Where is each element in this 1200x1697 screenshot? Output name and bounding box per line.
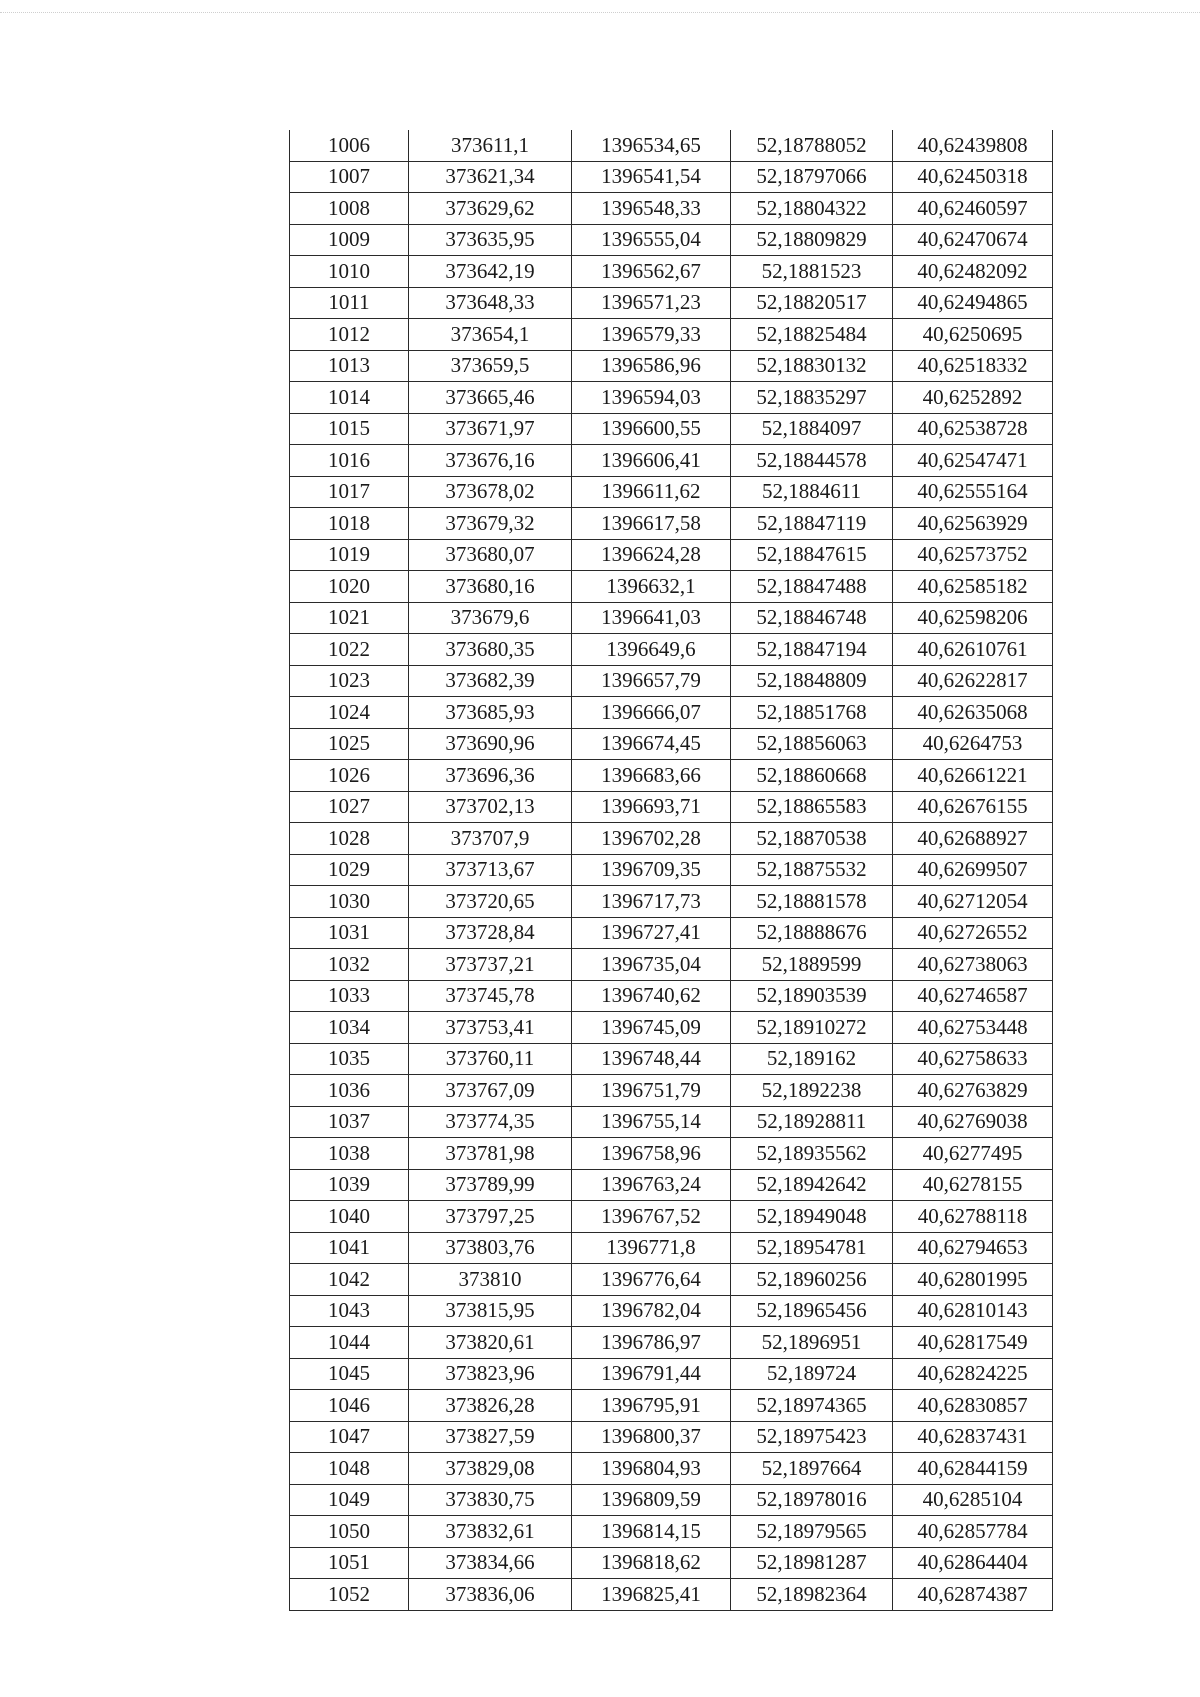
longitude-cell: 40,62518332 — [893, 350, 1053, 382]
table-row — [290, 1579, 1053, 1611]
x-coordinate-cell: 373829,08 — [409, 1453, 572, 1485]
x-coordinate-cell: 373797,25 — [409, 1201, 572, 1233]
x-coordinate-cell: 373826,28 — [409, 1390, 572, 1422]
y-coordinate-cell: 1396617,58 — [572, 508, 731, 540]
longitude-cell: 40,62857784 — [893, 1516, 1053, 1548]
y-coordinate-cell: 1396534,65 — [572, 130, 731, 161]
latitude-cell: 52,18935562 — [731, 1138, 893, 1170]
latitude-cell: 52,18910272 — [731, 1012, 893, 1044]
point-number-cell: 1038 — [290, 1138, 409, 1170]
longitude-cell: 40,62758633 — [893, 1043, 1053, 1075]
longitude-cell: 40,62439808 — [893, 130, 1053, 161]
longitude-cell: 40,62746587 — [893, 980, 1053, 1012]
x-coordinate-cell: 373728,84 — [409, 917, 572, 949]
y-coordinate-cell: 1396579,33 — [572, 319, 731, 351]
point-number-cell: 1016 — [290, 445, 409, 477]
table-row — [290, 760, 1053, 792]
latitude-cell: 52,18903539 — [731, 980, 893, 1012]
y-coordinate-cell: 1396683,66 — [572, 760, 731, 792]
latitude-cell: 52,18974365 — [731, 1390, 893, 1422]
longitude-cell: 40,62585182 — [893, 571, 1053, 603]
y-coordinate-cell: 1396649,6 — [572, 634, 731, 666]
x-coordinate-cell: 373760,11 — [409, 1043, 572, 1075]
y-coordinate-cell: 1396594,03 — [572, 382, 731, 414]
latitude-cell: 52,18847615 — [731, 539, 893, 571]
latitude-cell: 52,18797066 — [731, 161, 893, 193]
table-row — [290, 287, 1053, 319]
latitude-cell: 52,1896951 — [731, 1327, 893, 1359]
point-number-cell: 1020 — [290, 571, 409, 603]
longitude-cell: 40,62753448 — [893, 1012, 1053, 1044]
point-number-cell: 1019 — [290, 539, 409, 571]
y-coordinate-cell: 1396571,23 — [572, 287, 731, 319]
x-coordinate-cell: 373680,16 — [409, 571, 572, 603]
x-coordinate-cell: 373707,9 — [409, 823, 572, 855]
longitude-cell: 40,6250695 — [893, 319, 1053, 351]
y-coordinate-cell: 1396555,04 — [572, 224, 731, 256]
coordinates-table-body — [290, 130, 1053, 1610]
point-number-cell: 1036 — [290, 1075, 409, 1107]
latitude-cell: 52,189162 — [731, 1043, 893, 1075]
table-row — [290, 1138, 1053, 1170]
x-coordinate-cell: 373810 — [409, 1264, 572, 1296]
table-row — [290, 1106, 1053, 1138]
y-coordinate-cell: 1396751,79 — [572, 1075, 731, 1107]
point-number-cell: 1041 — [290, 1232, 409, 1264]
x-coordinate-cell: 373690,96 — [409, 728, 572, 760]
table-row — [290, 539, 1053, 571]
longitude-cell: 40,62598206 — [893, 602, 1053, 634]
longitude-cell: 40,62830857 — [893, 1390, 1053, 1422]
table-row — [290, 1075, 1053, 1107]
point-number-cell: 1015 — [290, 413, 409, 445]
latitude-cell: 52,18942642 — [731, 1169, 893, 1201]
table-row — [290, 728, 1053, 760]
longitude-cell: 40,62450318 — [893, 161, 1053, 193]
latitude-cell: 52,1884097 — [731, 413, 893, 445]
x-coordinate-cell: 373774,35 — [409, 1106, 572, 1138]
y-coordinate-cell: 1396740,62 — [572, 980, 731, 1012]
table-row — [290, 1453, 1053, 1485]
longitude-cell: 40,62874387 — [893, 1579, 1053, 1611]
point-number-cell: 1018 — [290, 508, 409, 540]
table-row — [290, 854, 1053, 886]
longitude-cell: 40,62794653 — [893, 1232, 1053, 1264]
longitude-cell: 40,62726552 — [893, 917, 1053, 949]
latitude-cell: 52,18865583 — [731, 791, 893, 823]
scan-top-edge — [0, 12, 1200, 13]
x-coordinate-cell: 373836,06 — [409, 1579, 572, 1611]
y-coordinate-cell: 1396709,35 — [572, 854, 731, 886]
point-number-cell: 1027 — [290, 791, 409, 823]
latitude-cell: 52,18856063 — [731, 728, 893, 760]
x-coordinate-cell: 373820,61 — [409, 1327, 572, 1359]
latitude-cell: 52,18820517 — [731, 287, 893, 319]
point-number-cell: 1044 — [290, 1327, 409, 1359]
point-number-cell: 1046 — [290, 1390, 409, 1422]
longitude-cell: 40,62622817 — [893, 665, 1053, 697]
longitude-cell: 40,62494865 — [893, 287, 1053, 319]
y-coordinate-cell: 1396611,62 — [572, 476, 731, 508]
point-number-cell: 1045 — [290, 1358, 409, 1390]
point-number-cell: 1008 — [290, 193, 409, 225]
y-coordinate-cell: 1396814,15 — [572, 1516, 731, 1548]
table-row — [290, 823, 1053, 855]
longitude-cell: 40,62470674 — [893, 224, 1053, 256]
point-number-cell: 1017 — [290, 476, 409, 508]
y-coordinate-cell: 1396674,45 — [572, 728, 731, 760]
y-coordinate-cell: 1396693,71 — [572, 791, 731, 823]
x-coordinate-cell: 373713,67 — [409, 854, 572, 886]
x-coordinate-cell: 373629,62 — [409, 193, 572, 225]
point-number-cell: 1039 — [290, 1169, 409, 1201]
latitude-cell: 52,18954781 — [731, 1232, 893, 1264]
table-row — [290, 161, 1053, 193]
longitude-cell: 40,62538728 — [893, 413, 1053, 445]
table-row — [290, 382, 1053, 414]
y-coordinate-cell: 1396657,79 — [572, 665, 731, 697]
latitude-cell: 52,18975423 — [731, 1421, 893, 1453]
y-coordinate-cell: 1396767,52 — [572, 1201, 731, 1233]
longitude-cell: 40,6252892 — [893, 382, 1053, 414]
x-coordinate-cell: 373642,19 — [409, 256, 572, 288]
table-row — [290, 130, 1053, 161]
x-coordinate-cell: 373648,33 — [409, 287, 572, 319]
x-coordinate-cell: 373678,02 — [409, 476, 572, 508]
table-row — [290, 602, 1053, 634]
x-coordinate-cell: 373803,76 — [409, 1232, 572, 1264]
x-coordinate-cell: 373767,09 — [409, 1075, 572, 1107]
longitude-cell: 40,6285104 — [893, 1484, 1053, 1516]
latitude-cell: 52,18847119 — [731, 508, 893, 540]
latitude-cell: 52,1889599 — [731, 949, 893, 981]
x-coordinate-cell: 373659,5 — [409, 350, 572, 382]
latitude-cell: 52,18860668 — [731, 760, 893, 792]
table-row — [290, 1043, 1053, 1075]
longitude-cell: 40,62801995 — [893, 1264, 1053, 1296]
latitude-cell: 52,18888676 — [731, 917, 893, 949]
y-coordinate-cell: 1396786,97 — [572, 1327, 731, 1359]
y-coordinate-cell: 1396735,04 — [572, 949, 731, 981]
x-coordinate-cell: 373702,13 — [409, 791, 572, 823]
point-number-cell: 1033 — [290, 980, 409, 1012]
table-row — [290, 256, 1053, 288]
table-row — [290, 445, 1053, 477]
longitude-cell: 40,62769038 — [893, 1106, 1053, 1138]
table-row — [290, 949, 1053, 981]
longitude-cell: 40,62817549 — [893, 1327, 1053, 1359]
latitude-cell: 52,18825484 — [731, 319, 893, 351]
table-row — [290, 634, 1053, 666]
y-coordinate-cell: 1396758,96 — [572, 1138, 731, 1170]
point-number-cell: 1048 — [290, 1453, 409, 1485]
x-coordinate-cell: 373671,97 — [409, 413, 572, 445]
longitude-cell: 40,62555164 — [893, 476, 1053, 508]
point-number-cell: 1026 — [290, 760, 409, 792]
point-number-cell: 1011 — [290, 287, 409, 319]
y-coordinate-cell: 1396809,59 — [572, 1484, 731, 1516]
longitude-cell: 40,62635068 — [893, 697, 1053, 729]
longitude-cell: 40,62763829 — [893, 1075, 1053, 1107]
x-coordinate-cell: 373665,46 — [409, 382, 572, 414]
table-row — [290, 571, 1053, 603]
y-coordinate-cell: 1396745,09 — [572, 1012, 731, 1044]
table-row — [290, 413, 1053, 445]
table-row — [290, 1201, 1053, 1233]
y-coordinate-cell: 1396600,55 — [572, 413, 731, 445]
latitude-cell: 52,18809829 — [731, 224, 893, 256]
y-coordinate-cell: 1396624,28 — [572, 539, 731, 571]
latitude-cell: 52,1897664 — [731, 1453, 893, 1485]
longitude-cell: 40,62837431 — [893, 1421, 1053, 1453]
latitude-cell: 52,18848809 — [731, 665, 893, 697]
table-row — [290, 917, 1053, 949]
x-coordinate-cell: 373832,61 — [409, 1516, 572, 1548]
latitude-cell: 52,18844578 — [731, 445, 893, 477]
y-coordinate-cell: 1396717,73 — [572, 886, 731, 918]
point-number-cell: 1009 — [290, 224, 409, 256]
x-coordinate-cell: 373781,98 — [409, 1138, 572, 1170]
longitude-cell: 40,6278155 — [893, 1169, 1053, 1201]
y-coordinate-cell: 1396795,91 — [572, 1390, 731, 1422]
x-coordinate-cell: 373753,41 — [409, 1012, 572, 1044]
x-coordinate-cell: 373696,36 — [409, 760, 572, 792]
x-coordinate-cell: 373830,75 — [409, 1484, 572, 1516]
y-coordinate-cell: 1396727,41 — [572, 917, 731, 949]
latitude-cell: 52,18949048 — [731, 1201, 893, 1233]
y-coordinate-cell: 1396702,28 — [572, 823, 731, 855]
y-coordinate-cell: 1396818,62 — [572, 1547, 731, 1579]
coordinates-table — [289, 130, 1053, 1611]
latitude-cell: 52,18804322 — [731, 193, 893, 225]
y-coordinate-cell: 1396763,24 — [572, 1169, 731, 1201]
longitude-cell: 40,62482092 — [893, 256, 1053, 288]
latitude-cell: 52,18835297 — [731, 382, 893, 414]
x-coordinate-cell: 373823,96 — [409, 1358, 572, 1390]
point-number-cell: 1021 — [290, 602, 409, 634]
point-number-cell: 1047 — [290, 1421, 409, 1453]
longitude-cell: 40,62661221 — [893, 760, 1053, 792]
point-number-cell: 1024 — [290, 697, 409, 729]
point-number-cell: 1007 — [290, 161, 409, 193]
longitude-cell: 40,62864404 — [893, 1547, 1053, 1579]
longitude-cell: 40,6264753 — [893, 728, 1053, 760]
y-coordinate-cell: 1396825,41 — [572, 1579, 731, 1611]
longitude-cell: 40,62738063 — [893, 949, 1053, 981]
x-coordinate-cell: 373679,32 — [409, 508, 572, 540]
y-coordinate-cell: 1396606,41 — [572, 445, 731, 477]
latitude-cell: 52,18830132 — [731, 350, 893, 382]
latitude-cell: 52,18928811 — [731, 1106, 893, 1138]
point-number-cell: 1029 — [290, 854, 409, 886]
latitude-cell: 52,18847488 — [731, 571, 893, 603]
table-row — [290, 1421, 1053, 1453]
y-coordinate-cell: 1396541,54 — [572, 161, 731, 193]
table-row — [290, 508, 1053, 540]
y-coordinate-cell: 1396666,07 — [572, 697, 731, 729]
x-coordinate-cell: 373654,1 — [409, 319, 572, 351]
table-row — [290, 476, 1053, 508]
x-coordinate-cell: 373815,95 — [409, 1295, 572, 1327]
point-number-cell: 1034 — [290, 1012, 409, 1044]
x-coordinate-cell: 373685,93 — [409, 697, 572, 729]
latitude-cell: 52,18875532 — [731, 854, 893, 886]
x-coordinate-cell: 373737,21 — [409, 949, 572, 981]
point-number-cell: 1031 — [290, 917, 409, 949]
x-coordinate-cell: 373720,65 — [409, 886, 572, 918]
table-row — [290, 193, 1053, 225]
latitude-cell: 52,18978016 — [731, 1484, 893, 1516]
latitude-cell: 52,18981287 — [731, 1547, 893, 1579]
y-coordinate-cell: 1396641,03 — [572, 602, 731, 634]
point-number-cell: 1030 — [290, 886, 409, 918]
y-coordinate-cell: 1396791,44 — [572, 1358, 731, 1390]
y-coordinate-cell: 1396771,8 — [572, 1232, 731, 1264]
longitude-cell: 40,62573752 — [893, 539, 1053, 571]
x-coordinate-cell: 373789,99 — [409, 1169, 572, 1201]
x-coordinate-cell: 373679,6 — [409, 602, 572, 634]
point-number-cell: 1035 — [290, 1043, 409, 1075]
x-coordinate-cell: 373611,1 — [409, 130, 572, 161]
y-coordinate-cell: 1396755,14 — [572, 1106, 731, 1138]
longitude-cell: 40,62688927 — [893, 823, 1053, 855]
x-coordinate-cell: 373745,78 — [409, 980, 572, 1012]
y-coordinate-cell: 1396804,93 — [572, 1453, 731, 1485]
point-number-cell: 1006 — [290, 130, 409, 161]
y-coordinate-cell: 1396800,37 — [572, 1421, 731, 1453]
y-coordinate-cell: 1396586,96 — [572, 350, 731, 382]
table-row — [290, 791, 1053, 823]
latitude-cell: 52,18851768 — [731, 697, 893, 729]
table-row — [290, 1012, 1053, 1044]
y-coordinate-cell: 1396748,44 — [572, 1043, 731, 1075]
table-row — [290, 1516, 1053, 1548]
table-row — [290, 1390, 1053, 1422]
latitude-cell: 52,1884611 — [731, 476, 893, 508]
table-row — [290, 1547, 1053, 1579]
point-number-cell: 1051 — [290, 1547, 409, 1579]
x-coordinate-cell: 373680,35 — [409, 634, 572, 666]
table-row — [290, 319, 1053, 351]
point-number-cell: 1049 — [290, 1484, 409, 1516]
table-row — [290, 665, 1053, 697]
longitude-cell: 40,6277495 — [893, 1138, 1053, 1170]
table-row — [290, 1484, 1053, 1516]
x-coordinate-cell: 373676,16 — [409, 445, 572, 477]
latitude-cell: 52,18960256 — [731, 1264, 893, 1296]
latitude-cell: 52,18982364 — [731, 1579, 893, 1611]
longitude-cell: 40,62844159 — [893, 1453, 1053, 1485]
document-page — [289, 130, 1053, 1611]
table-row — [290, 1295, 1053, 1327]
point-number-cell: 1032 — [290, 949, 409, 981]
latitude-cell: 52,18788052 — [731, 130, 893, 161]
longitude-cell: 40,62547471 — [893, 445, 1053, 477]
point-number-cell: 1042 — [290, 1264, 409, 1296]
longitude-cell: 40,62699507 — [893, 854, 1053, 886]
y-coordinate-cell: 1396776,64 — [572, 1264, 731, 1296]
table-row — [290, 224, 1053, 256]
latitude-cell: 52,18979565 — [731, 1516, 893, 1548]
latitude-cell: 52,18846748 — [731, 602, 893, 634]
point-number-cell: 1037 — [290, 1106, 409, 1138]
table-row — [290, 350, 1053, 382]
table-row — [290, 1264, 1053, 1296]
point-number-cell: 1013 — [290, 350, 409, 382]
table-row — [290, 1232, 1053, 1264]
longitude-cell: 40,62810143 — [893, 1295, 1053, 1327]
latitude-cell: 52,18870538 — [731, 823, 893, 855]
point-number-cell: 1025 — [290, 728, 409, 760]
y-coordinate-cell: 1396548,33 — [572, 193, 731, 225]
longitude-cell: 40,62712054 — [893, 886, 1053, 918]
table-row — [290, 1358, 1053, 1390]
longitude-cell: 40,62788118 — [893, 1201, 1053, 1233]
y-coordinate-cell: 1396632,1 — [572, 571, 731, 603]
latitude-cell: 52,18881578 — [731, 886, 893, 918]
longitude-cell: 40,62563929 — [893, 508, 1053, 540]
latitude-cell: 52,189724 — [731, 1358, 893, 1390]
x-coordinate-cell: 373682,39 — [409, 665, 572, 697]
point-number-cell: 1028 — [290, 823, 409, 855]
point-number-cell: 1014 — [290, 382, 409, 414]
latitude-cell: 52,1881523 — [731, 256, 893, 288]
table-row — [290, 697, 1053, 729]
longitude-cell: 40,62460597 — [893, 193, 1053, 225]
point-number-cell: 1010 — [290, 256, 409, 288]
x-coordinate-cell: 373827,59 — [409, 1421, 572, 1453]
longitude-cell: 40,62676155 — [893, 791, 1053, 823]
x-coordinate-cell: 373621,34 — [409, 161, 572, 193]
point-number-cell: 1050 — [290, 1516, 409, 1548]
y-coordinate-cell: 1396562,67 — [572, 256, 731, 288]
point-number-cell: 1023 — [290, 665, 409, 697]
latitude-cell: 52,18965456 — [731, 1295, 893, 1327]
y-coordinate-cell: 1396782,04 — [572, 1295, 731, 1327]
point-number-cell: 1043 — [290, 1295, 409, 1327]
table-row — [290, 1327, 1053, 1359]
table-row — [290, 980, 1053, 1012]
point-number-cell: 1022 — [290, 634, 409, 666]
point-number-cell: 1040 — [290, 1201, 409, 1233]
point-number-cell: 1012 — [290, 319, 409, 351]
latitude-cell: 52,18847194 — [731, 634, 893, 666]
longitude-cell: 40,62824225 — [893, 1358, 1053, 1390]
latitude-cell: 52,1892238 — [731, 1075, 893, 1107]
x-coordinate-cell: 373635,95 — [409, 224, 572, 256]
x-coordinate-cell: 373680,07 — [409, 539, 572, 571]
table-row — [290, 886, 1053, 918]
table-row — [290, 1169, 1053, 1201]
x-coordinate-cell: 373834,66 — [409, 1547, 572, 1579]
point-number-cell: 1052 — [290, 1579, 409, 1611]
longitude-cell: 40,62610761 — [893, 634, 1053, 666]
